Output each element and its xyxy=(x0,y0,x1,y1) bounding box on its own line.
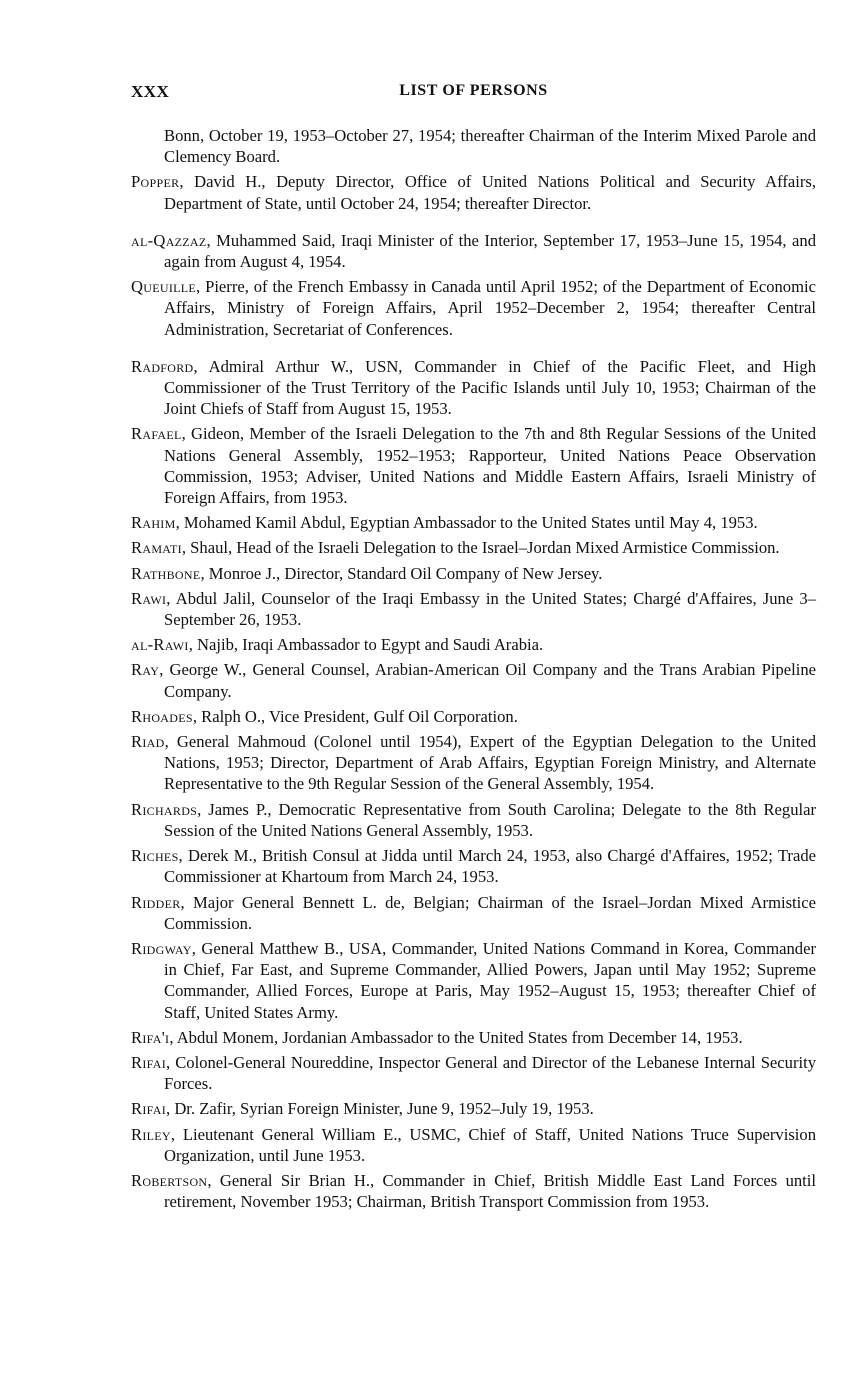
entry-surname: Ray xyxy=(131,660,160,680)
list-item xyxy=(131,588,816,630)
entry-surname: Rawi xyxy=(131,588,167,608)
entry-text: , Mohamed Kamil Abdul, Egyptian Ambassador to the United States until May 4, 1953. xyxy=(175,513,758,533)
entry-text: , Admiral Arthur W., USN, Commander in Chief of the Pacific Fleet, and High Commissioner of the Trust Territory of the Pacific Islands until July 10, 1953; Chairman of the Joint Chiefs of Staff from August 15, 1953. xyxy=(164,356,816,419)
entry-text: , James P., Democratic Representative from South Carolina; Delegate to the 8th Regular Session of the United Nations General Assembly, 1953. xyxy=(164,799,816,840)
entry-text: , Shaul, Head of the Israeli Delegation to the Israel–Jordan Mixed Armistice Commission. xyxy=(181,538,780,558)
entry-text: , Major General Bennett L. de, Belgian; Chairman of the Israel–Jordan Mixed Armistice Commission. xyxy=(164,892,816,933)
list-item xyxy=(131,634,816,655)
entry-surname: Popper xyxy=(131,172,180,192)
list-item xyxy=(131,892,816,934)
entry-surname: Rifai xyxy=(131,1052,167,1072)
entry-surname: Ramati xyxy=(131,538,182,558)
list-item xyxy=(131,171,816,213)
entry-text: , General Mahmoud (Colonel until 1954), Expert of the Egyptian Delegation to the United Nations, 1953; Director, Department of Arab Affairs, Egyptian Foreign Ministry, and Alternate Representative to the 9th Regular Session of the General Assembly, 1954. xyxy=(164,732,816,794)
list-item xyxy=(131,276,816,340)
entry-surname: Queuille xyxy=(131,277,197,297)
entry-surname: Richards xyxy=(131,799,198,819)
list-item xyxy=(131,706,816,727)
entry-surname: Rhoades xyxy=(131,706,193,726)
entry-text: , Najib, Iraqi Ambassador to Egypt and Saudi Arabia. xyxy=(188,635,544,655)
entry-text: Bonn, October 19, 1953–October 27, 1954; thereafter Chairman of the Interim Mixed Parole and Clemency Board. xyxy=(164,126,816,167)
page-number: XXX xyxy=(131,82,170,101)
entry-text: , Colonel-General Noureddine, Inspector General and Director of the Lebanese Internal Security Forces. xyxy=(164,1052,816,1094)
list-item xyxy=(131,1098,816,1119)
list-item xyxy=(131,230,816,272)
entry-text: , Pierre, of the French Embassy in Canada until April 1952; of the Department of Economic Affairs, Ministry of Foreign Affairs, April 1952–December 2, 1954; thereafter Central Administration, Secretariat of Conferences. xyxy=(164,277,816,339)
list-item xyxy=(131,845,816,887)
list-item xyxy=(131,938,816,1023)
list-item xyxy=(131,659,816,701)
entry-surname: Ridgway xyxy=(131,938,192,958)
list-item xyxy=(131,1052,816,1094)
list-item xyxy=(131,1170,816,1212)
list-item xyxy=(131,731,816,795)
entry-text: , Monroe J., Director, Standard Oil Company of New Jersey. xyxy=(200,563,603,583)
entry-surname: Rathbone xyxy=(131,563,201,583)
entry-text: , General Matthew B., USA, Commander, United Nations Command in Korea, Commander in Chief, Far East, and Supreme Commander, Allied Powers, Japan until May 1952; Supreme Commander, Allied Forces, Europe at Paris, May 1952–August 15, 1953; thereafter Chief of Staff, United States Army. xyxy=(164,938,816,1022)
list-item xyxy=(131,512,816,533)
list-item xyxy=(131,1027,816,1048)
list-item xyxy=(131,423,816,508)
list-item xyxy=(131,563,816,584)
entry-text: , George W., General Counsel, Arabian-American Oil Company and the Trans Arabian Pipeline Company. xyxy=(159,660,816,701)
entry-text: , Dr. Zafir, Syrian Foreign Minister, June 9, 1952–July 19, 1953. xyxy=(166,1099,594,1119)
list-item xyxy=(131,799,816,841)
persons-list xyxy=(131,125,816,1216)
entry-text: , General Sir Brian H., Commander in Chief, British Middle East Land Forces until retirement, November 1953; Chairman, British Transport Commission from 1953. xyxy=(164,1170,816,1212)
entry-surname: al-Qazzaz xyxy=(131,230,207,250)
list-item xyxy=(131,356,816,420)
entry-surname: al-Rawi xyxy=(131,635,189,655)
entry-text: , David H., Deputy Director, Office of United Nations Political and Security Affairs, Department of State, until October 24, 1954; thereafter Director. xyxy=(164,172,816,213)
entry-surname: Rifai xyxy=(131,1099,167,1119)
entry-surname: Robertson xyxy=(131,1170,208,1190)
list-item xyxy=(131,537,816,558)
entry-text: , Gideon, Member of the Israeli Delegation to the 7th and 8th Regular Sessions of the United Nations General Assembly, 1952–1953; Rapporteur, United Nations Peace Observation Commission, 1953; Adviser, United Nations and Middle Eastern Affairs, Israeli Ministry of Foreign Affairs, from 1953. xyxy=(164,424,816,508)
list-item xyxy=(131,125,816,167)
entry-surname: Rafael xyxy=(131,424,182,444)
entry-text: , Abdul Jalil, Counselor of the Iraqi Embassy in the United States; Chargé d'Affaires, June 3–September 26, 1953. xyxy=(164,588,816,630)
entry-surname: Rahim xyxy=(131,513,176,533)
page-header xyxy=(131,82,816,106)
entry-text: , Ralph O., Vice President, Gulf Oil Corporation. xyxy=(192,706,518,726)
list-item xyxy=(131,1124,816,1166)
entry-text: , Abdul Monem, Jordanian Ambassador to the United States from December 14, 1953. xyxy=(169,1027,743,1047)
running-head: LIST OF PERSONS xyxy=(399,82,548,99)
entry-surname: Ridder xyxy=(131,892,181,912)
entry-surname: Rifa'i xyxy=(131,1027,170,1047)
entry-surname: Riley xyxy=(131,1124,171,1144)
entry-text: , Derek M., British Consul at Jidda until March 24, 1953, also Chargé d'Affaires, 1952; Trade Commissioner at Khartoum from March 24, 1953. xyxy=(164,846,816,887)
entry-surname: Riad xyxy=(131,732,165,752)
entry-surname: Radford xyxy=(131,356,194,376)
entry-text: , Muhammed Said, Iraqi Minister of the Interior, September 17, 1953–June 15, 1954, and again from August 4, 1954. xyxy=(164,230,816,272)
entry-text: , Lieutenant General William E., USMC, Chief of Staff, United Nations Truce Supervision Organization, until June 1953. xyxy=(164,1124,816,1165)
entry-surname: Riches xyxy=(131,846,179,866)
